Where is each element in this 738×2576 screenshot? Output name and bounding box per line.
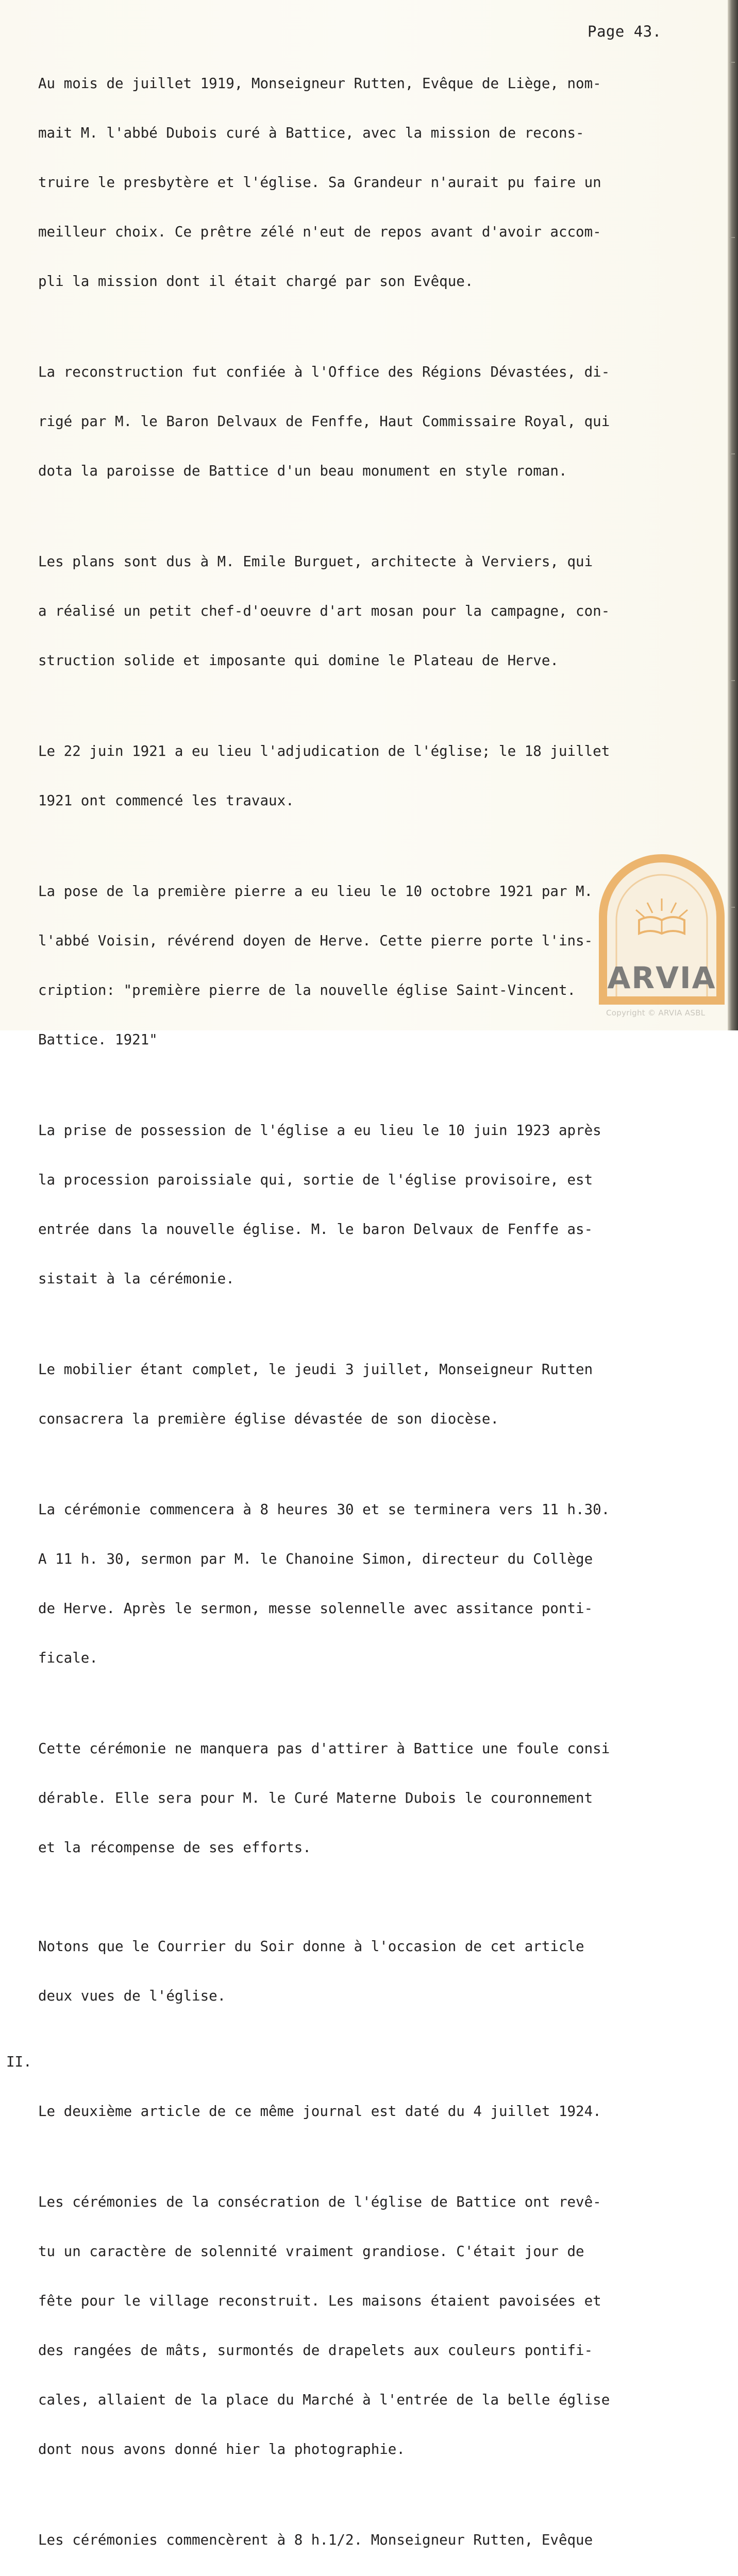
text-line: consacrera la première église dévastée de son diocèse.: [38, 1411, 499, 1427]
text-line: Les cérémonies de la consécration de l'église de Battice ont revê-: [38, 2194, 601, 2210]
text-line: cription: "première pierre de la nouvelle église Saint-Vincent.: [38, 982, 576, 998]
text-line: et la récompense de ses efforts.: [38, 1839, 311, 1856]
text-line: A 11 h. 30, sermon par M. le Chanoine Simon, directeur du Collège: [38, 1551, 593, 1567]
text-line: tu un caractère de solennité vraiment grandiose. C'était jour de: [38, 2243, 584, 2260]
text-line: Les cérémonies commencèrent à 8 h.1/2. Monseigneur Rutten, Evêque: [38, 2532, 593, 2548]
text-line: la procession paroissiale qui, sortie de l'église provisoire, est: [38, 1172, 593, 1188]
text-line: dérable. Elle sera pour M. le Curé Materne Dubois le couronnement: [38, 1790, 593, 1806]
text-line: La reconstruction fut confiée à l'Office des Régions Dévastées, di-: [38, 364, 610, 380]
paragraph-7: [38, 1328, 729, 1460]
text-line: La pose de la première pierre a eu lieu le 10 octobre 1921 par M.: [38, 883, 593, 900]
section-number: II.: [6, 2054, 32, 2070]
text-line: cales, allaient de la place du Marché à l'entrée de la belle église: [38, 2392, 610, 2408]
section-heading: [6, 2054, 729, 2153]
watermark-label: ARVIA: [607, 960, 716, 995]
text-line: truire le presbytère et l'église. Sa Grandeur n'aurait pu faire un: [38, 174, 601, 191]
text-line: meilleur choix. Ce prêtre zélé n'eut de repos avant d'avoir accom-: [38, 224, 601, 240]
section-heading-text: Le deuxième article de ce même journal est daté du 4 juillet 1924.: [38, 2103, 601, 2120]
text-line: dota la paroisse de Battice d'un beau monument en style roman.: [38, 463, 567, 479]
arvia-watermark: [596, 851, 728, 1004]
text-line: 1921 ont commencé les travaux.: [38, 792, 294, 809]
paragraph-1: [38, 42, 729, 323]
paragraph-11: [38, 2161, 729, 2490]
text-line: struction solide et imposante qui domine le Plateau de Herve.: [38, 652, 559, 669]
paragraph-9: [38, 1707, 729, 1889]
text-line: Au mois de juillet 1919, Monseigneur Rutten, Evêque de Liège, nom-: [38, 75, 601, 92]
paragraph-12: [38, 2499, 729, 2576]
text-line: deux vues de l'église.: [38, 1988, 226, 2004]
text-line: a réalisé un petit chef-d'oeuvre d'art mosan pour la campagne, con-: [38, 603, 610, 619]
text-line: Notons que le Courrier du Soir donne à l'occasion de cet article: [38, 1938, 584, 1955]
text-line: des rangées de mâts, surmontés de drapelets aux couleurs pontifi-: [38, 2342, 593, 2359]
text-line: La cérémonie commencera à 8 heures 30 et se terminera vers 11 h.30.: [38, 1501, 610, 1518]
text-line: rigé par M. le Baron Delvaux de Fenffe, Haut Commissaire Royal, qui: [38, 413, 610, 430]
text-line: Cette cérémonie ne manquera pas d'attirer à Battice une foule consi: [38, 1740, 610, 1757]
paragraph-4: [38, 710, 729, 842]
text-line: Battice. 1921": [38, 1031, 158, 1048]
binding-edge: [728, 0, 738, 1030]
paragraph-10: [38, 1905, 729, 2037]
text-line: pli la mission dont il était chargé par son Evêque.: [38, 273, 474, 290]
page-number: Page 43.: [588, 23, 662, 40]
text-line: de Herve. Après le sermon, messe solennelle avec assitance ponti-: [38, 1600, 593, 1617]
text-line: dont nous avons donné hier la photographie.: [38, 2441, 405, 2458]
text-line: mait M. l'abbé Dubois curé à Battice, avec la mission de recons-: [38, 125, 584, 141]
text-line: sistait à la cérémonie.: [38, 1270, 234, 1287]
text-line: fête pour le village reconstruit. Les maisons étaient pavoisées et: [38, 2293, 601, 2309]
document-body: [6, 42, 729, 2576]
paragraph-3: [38, 520, 729, 702]
paragraph-8: [38, 1468, 729, 1699]
text-line: Le mobilier étant complet, le jeudi 3 juillet, Monseigneur Rutten: [38, 1361, 593, 1378]
paragraph-6: [38, 1089, 729, 1320]
text-line: La prise de possession de l'église a eu lieu le 10 juin 1923 après: [38, 1122, 601, 1139]
paragraph-2: [38, 331, 729, 512]
copyright-notice: Copyright © ARVIA ASBL: [606, 1008, 706, 1018]
text-line: Les plans sont dus à M. Emile Burguet, architecte à Verviers, qui: [38, 553, 593, 570]
text-line: entrée dans la nouvelle église. M. le baron Delvaux de Fenffe as-: [38, 1221, 593, 1238]
text-line: l'abbé Voisin, révérend doyen de Herve. Cette pierre porte l'ins-: [38, 933, 593, 949]
text-line: ficale.: [38, 1650, 98, 1666]
text-line: Le 22 juin 1921 a eu lieu l'adjudication de l'église; le 18 juillet: [38, 743, 610, 759]
